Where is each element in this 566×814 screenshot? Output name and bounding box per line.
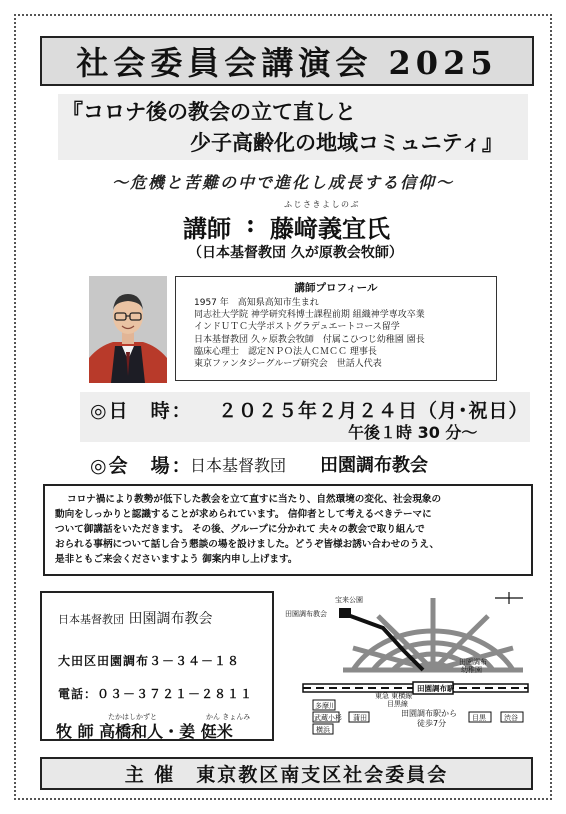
profile-line: 東京ファンタジーグループ研究会 世話人代表 bbox=[194, 359, 382, 370]
venue-org: 日本基督教団 bbox=[190, 456, 287, 475]
map-label-line: 東急 東横線 bbox=[375, 692, 413, 700]
church-name-text: 田園調布教会 bbox=[128, 611, 213, 627]
church-marker bbox=[339, 608, 351, 618]
event-time: 午後１時 30 分～ bbox=[348, 423, 478, 442]
pastor-ruby-1: たかはしかずと bbox=[108, 713, 157, 721]
organizer-text: 主 催 東京教区南支区社会委員会 bbox=[124, 764, 449, 786]
speaker-name: 藤﨑義宜氏 bbox=[270, 214, 390, 243]
map-label-tamagawa: 多摩川 bbox=[315, 702, 336, 710]
profile-line: 1957 年 高知県高知市生まれ bbox=[194, 298, 319, 308]
theme-line-2: 少子高齢化の地域コミュニティ』 bbox=[190, 130, 503, 155]
map-label-kamata: 蒲田 bbox=[353, 714, 367, 722]
profile-lines bbox=[194, 297, 425, 370]
map-label-shibuya: 渋谷 bbox=[504, 714, 518, 722]
map-label-yokohama: 横浜 bbox=[316, 726, 330, 734]
svg-text:目黒線: 目黒線 bbox=[387, 700, 408, 708]
map-label-park: 宝来公園 bbox=[335, 596, 363, 604]
map-label-station: 田園調布駅 bbox=[417, 684, 455, 693]
description-line: 動向をしっかりと認識することが求められています。 信仰者として考えるべきテーマに bbox=[55, 509, 432, 520]
pastor-label: 牧 師 bbox=[56, 722, 94, 741]
profile-box bbox=[175, 276, 497, 381]
venue-name: 田園調布教会 bbox=[320, 455, 428, 476]
svg-text:幼稚園: 幼稚園 bbox=[461, 666, 482, 674]
description-line: ついて御講話をいただきます。 その後、グループに分かれて 夫々の教会で取り組んで bbox=[55, 524, 425, 535]
subtitle: ～危機と苦難の中で進化し成長する信仰～ bbox=[111, 173, 454, 192]
speaker-photo bbox=[89, 276, 167, 383]
profile-line: 日本基督教団 久ヶ原教会牧師 付属こひつじ幼稚園 園長 bbox=[194, 334, 425, 345]
speaker-ruby: ふじさきよしのぶ bbox=[284, 200, 360, 209]
pastor-ruby-2: かん きょんみ bbox=[206, 713, 251, 721]
speaker-affiliation: （日本基督教団 久が原教会牧師） bbox=[188, 245, 403, 261]
map-label-walk: 田園調布駅から bbox=[401, 709, 457, 718]
pastor-names: 高橋和人・姜 侹米 bbox=[99, 722, 233, 741]
theme-line-1: 『コロナ後の教会の立て直しと bbox=[62, 99, 356, 124]
speaker-separator: : bbox=[246, 209, 255, 238]
church-name bbox=[58, 608, 212, 628]
description-line: おられる事柄について話し合う懇談の場を設けました。どうぞ皆様お誘い合わせのうえ、 bbox=[55, 539, 440, 550]
church-info-box bbox=[40, 591, 274, 741]
description-line: 是非ともご来会くださいますよう 御案内申し上げます。 bbox=[55, 554, 298, 565]
svg-text:徒歩7分: 徒歩7分 bbox=[417, 719, 447, 728]
profile-line: 臨床心理士 認定ＮＰＯ法人ＣＭＣＣ 理事長 bbox=[194, 346, 377, 357]
church-org: 日本基督教団 bbox=[58, 613, 124, 626]
speaker-label: 講師 bbox=[183, 214, 231, 243]
event-date: ２０２５年２月２４日（月･祝日） bbox=[218, 400, 529, 422]
pastor-line bbox=[56, 719, 233, 742]
profile-line: 同志社大学院 神学研究科博士課程前期 組織神学専攻卒業 bbox=[194, 310, 425, 321]
profile-title: 講師プロフィール bbox=[294, 282, 378, 294]
organizer-footer bbox=[40, 757, 533, 790]
church-phone: 電話：０３－３７２１－２８１１ bbox=[58, 687, 254, 701]
page-title bbox=[40, 36, 534, 86]
map-label-musashikosugi: 武蔵小杉 bbox=[314, 714, 342, 722]
map-label-church: 田園調布教会 bbox=[285, 610, 327, 618]
date-label: ◎日 時： bbox=[90, 400, 193, 422]
title-text: 社会委員会講演会 2025 bbox=[76, 44, 498, 82]
profile-line: インドＵＴＣ大学ポストグラデュエートコース留学 bbox=[194, 322, 400, 333]
map-label-meguro: 目黒 bbox=[472, 714, 486, 722]
church-address: 大田区田園調布３－３４－１８ bbox=[58, 654, 241, 668]
access-map bbox=[283, 588, 533, 740]
description-line: コロナ禍により教勢が低下した教会を立て直すに当たり、自然環境の変化、社会現象の bbox=[67, 494, 442, 505]
venue-label: ◎会 場： bbox=[90, 455, 193, 477]
map-label-kindergarten: 田園調布 bbox=[459, 658, 487, 666]
description-box bbox=[43, 484, 533, 576]
